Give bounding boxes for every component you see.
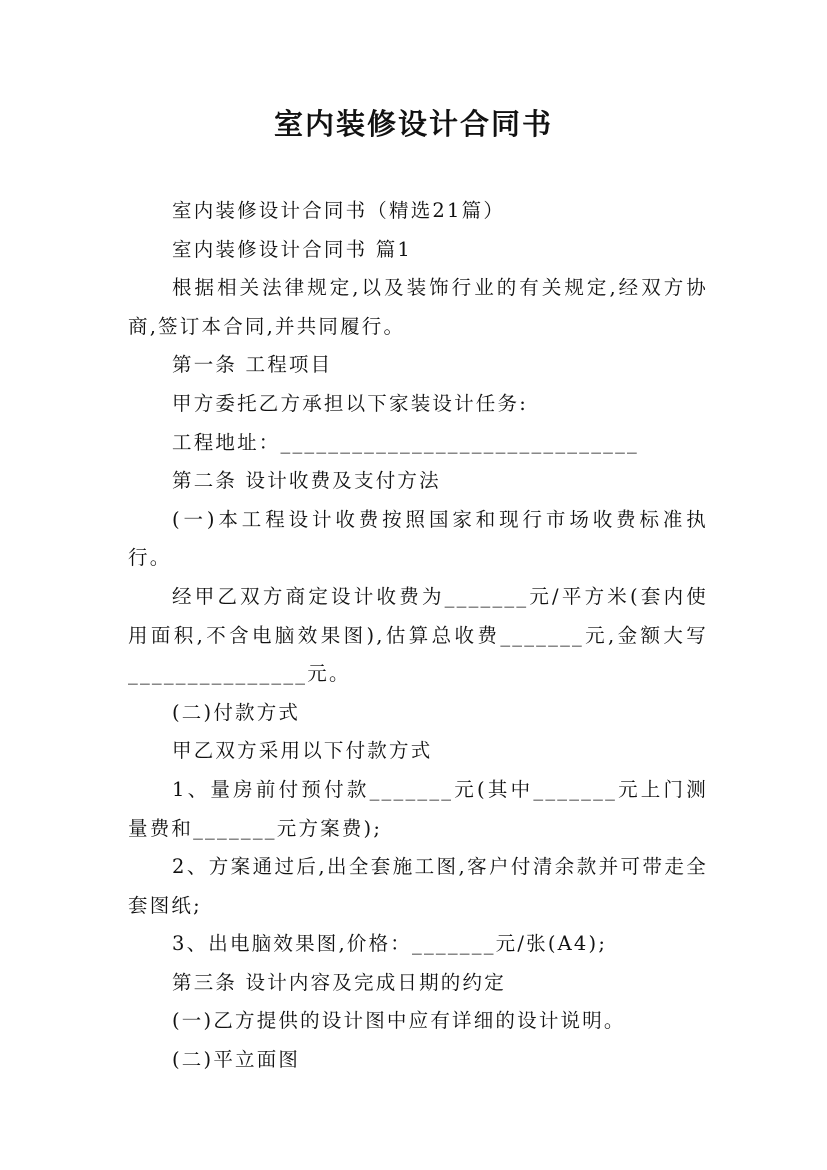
project-address-line: 工程地址：______________________________ bbox=[172, 430, 639, 454]
payment-item-2: 2、方案通过后,出全套施工图,客户付清余款并可带走全套图纸; bbox=[128, 855, 708, 917]
article-1-heading: 第一条 工程项目 bbox=[172, 353, 333, 377]
payment-item-3: 3、出电脑效果图,价格：_______元/张(A4); bbox=[172, 932, 608, 956]
document-body bbox=[128, 192, 708, 1080]
payment-method-heading: (二)付款方式 bbox=[172, 700, 301, 724]
article-3-heading: 第三条 设计内容及完成日期的约定 bbox=[172, 970, 506, 994]
document-title: 室内装修设计合同书 bbox=[273, 107, 553, 141]
paragraph-heading-selection: 室内装修设计合同书（精选21篇） bbox=[172, 199, 506, 222]
paragraph-intro: 根据相关法律规定,以及装饰行业的有关规定,经双方协商,签订本合同,并共同履行。 bbox=[128, 276, 708, 338]
paragraph-section-title: 室内装修设计合同书 篇1 bbox=[172, 237, 413, 261]
paragraph-commission: 甲方委托乙方承担以下家装设计任务: bbox=[172, 391, 528, 415]
payment-item-1: 1、量房前付预付款_______元(其中_______元上门测量费和_______元方案费); bbox=[128, 777, 708, 840]
design-content-item-1: (一)乙方提供的设计图中应有详细的设计说明。 bbox=[172, 1009, 626, 1033]
paragraph-fee-amount: 经甲乙双方商定设计收费为_______元/平方米(套内使用面积,不含电脑效果图),估算总收费_______元,金额大写_______________元。 bbox=[128, 584, 708, 686]
paragraph-fee-standard: (一)本工程设计收费按照国家和现行市场收费标准执行。 bbox=[128, 507, 708, 570]
article-2-heading: 第二条 设计收费及支付方法 bbox=[172, 469, 441, 493]
design-content-item-2: (二)平立面图 bbox=[172, 1048, 301, 1072]
paragraph-payment-intro: 甲乙双方采用以下付款方式 bbox=[172, 739, 433, 763]
